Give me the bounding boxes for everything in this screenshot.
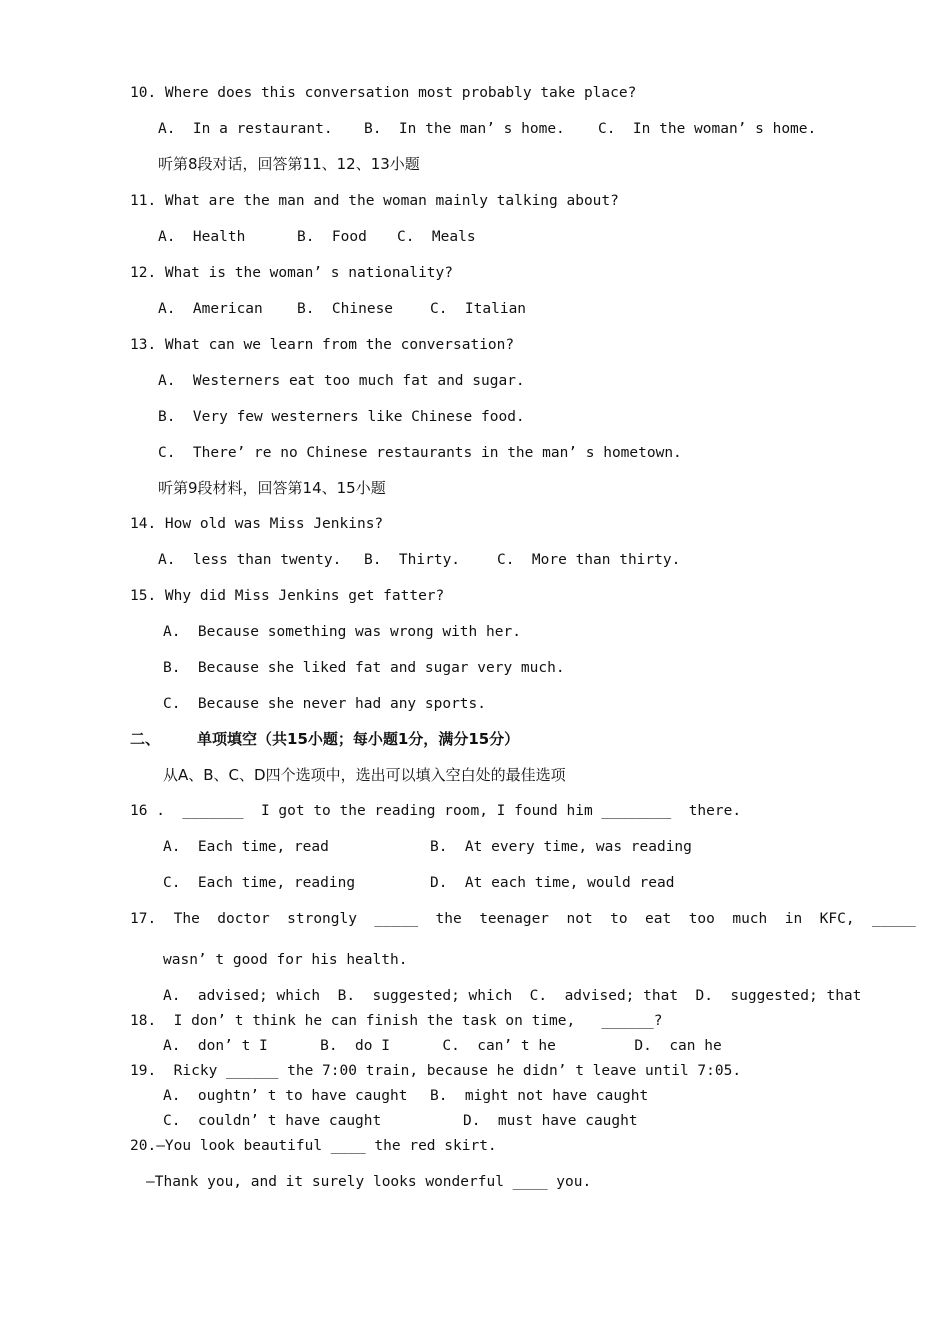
question-13-option-a: A. Westerners eat too much fat and sugar. bbox=[158, 373, 525, 389]
question-17-stem-continued: wasn’ t good for his health. bbox=[163, 952, 408, 968]
question-12-option-c: C. Italian bbox=[430, 301, 527, 317]
question-13-stem: 13. What can we learn from the conversation? bbox=[130, 337, 515, 353]
question-18-stem: 18. I don’ t think he can finish the task on time, ______? bbox=[130, 1013, 663, 1029]
question-19-option-c: C. couldn’ t have caught bbox=[163, 1113, 382, 1129]
listening-instruction-8: 听第8段对话，回答第11、12、13小题 bbox=[158, 155, 420, 173]
question-13-option-c: C. There’ re no Chinese restaurants in the man’ s hometown. bbox=[158, 445, 682, 461]
question-16-option-d: D. At each time, would read bbox=[430, 875, 675, 891]
question-16-option-a: A. Each time, read bbox=[163, 839, 329, 855]
question-20-reply: —Thank you, and it surely looks wonderful ____ you. bbox=[146, 1174, 592, 1190]
question-15-option-b: B. Because she liked fat and sugar very much. bbox=[163, 660, 565, 676]
question-11-option-c: C. Meals bbox=[397, 229, 476, 245]
question-15-stem: 15. Why did Miss Jenkins get fatter? bbox=[130, 588, 445, 604]
question-19-stem: 19. Ricky ______ the 7:00 train, because he didn’ t leave until 7:05. bbox=[130, 1063, 742, 1079]
question-15-option-c: C. Because she never had any sports. bbox=[163, 696, 487, 712]
question-10-option-b: B. In the man’ s home. bbox=[364, 121, 565, 137]
question-13-option-b: B. Very few westerners like Chinese food. bbox=[158, 409, 525, 425]
question-11-option-a: A. Health bbox=[158, 229, 246, 245]
question-11-stem: 11. What are the man and the woman mainly talking about? bbox=[130, 193, 619, 209]
question-16-stem: 16 . _______ I got to the reading room, I found him ________ there. bbox=[130, 803, 742, 819]
question-19-option-d: D. must have caught bbox=[463, 1113, 638, 1129]
question-19-option-a: A. oughtn’ t to have caught bbox=[163, 1088, 408, 1104]
section-2-title: 单项填空（共15小题；每小题1分，满分15分） bbox=[197, 730, 520, 748]
question-10-stem: 10. Where does this conversation most probably take place? bbox=[130, 85, 637, 101]
question-11-option-b: B. Food bbox=[297, 229, 367, 245]
question-12-option-a: A. American bbox=[158, 301, 263, 317]
question-16-option-c: C. Each time, reading bbox=[163, 875, 356, 891]
section-2-number: 二、 bbox=[130, 730, 161, 748]
question-10-option-c: C. In the woman’ s home. bbox=[598, 121, 817, 137]
question-14-option-c: C. More than thirty. bbox=[497, 552, 681, 568]
section-2-instruction: 从A、B、C、D四个选项中，选出可以填入空白处的最佳选项 bbox=[163, 766, 566, 784]
question-15-option-a: A. Because something was wrong with her. bbox=[163, 624, 521, 640]
question-20-stem: 20.—You look beautiful ____ the red skirt. bbox=[130, 1138, 497, 1154]
question-10-option-a: A. In a restaurant. bbox=[158, 121, 333, 137]
question-18-options: A. don’ t I B. do I C. can’ t he D. can he bbox=[163, 1038, 722, 1054]
question-17-stem: 17. The doctor strongly _____ the teenager not to eat too much in KFC, _____ bbox=[130, 911, 916, 927]
question-16-option-b: B. At every time, was reading bbox=[430, 839, 692, 855]
question-14-option-a: A. less than twenty. bbox=[158, 552, 342, 568]
question-14-stem: 14. How old was Miss Jenkins? bbox=[130, 516, 384, 532]
listening-instruction-9: 听第9段材料，回答第14、15小题 bbox=[158, 479, 386, 497]
question-14-option-b: B. Thirty. bbox=[364, 552, 461, 568]
question-17-options: A. advised; which B. suggested; which C. advised; that D. suggested; that bbox=[163, 988, 862, 1004]
question-12-stem: 12. What is the woman’ s nationality? bbox=[130, 265, 454, 281]
question-19-option-b: B. might not have caught bbox=[430, 1088, 649, 1104]
question-12-option-b: B. Chinese bbox=[297, 301, 394, 317]
